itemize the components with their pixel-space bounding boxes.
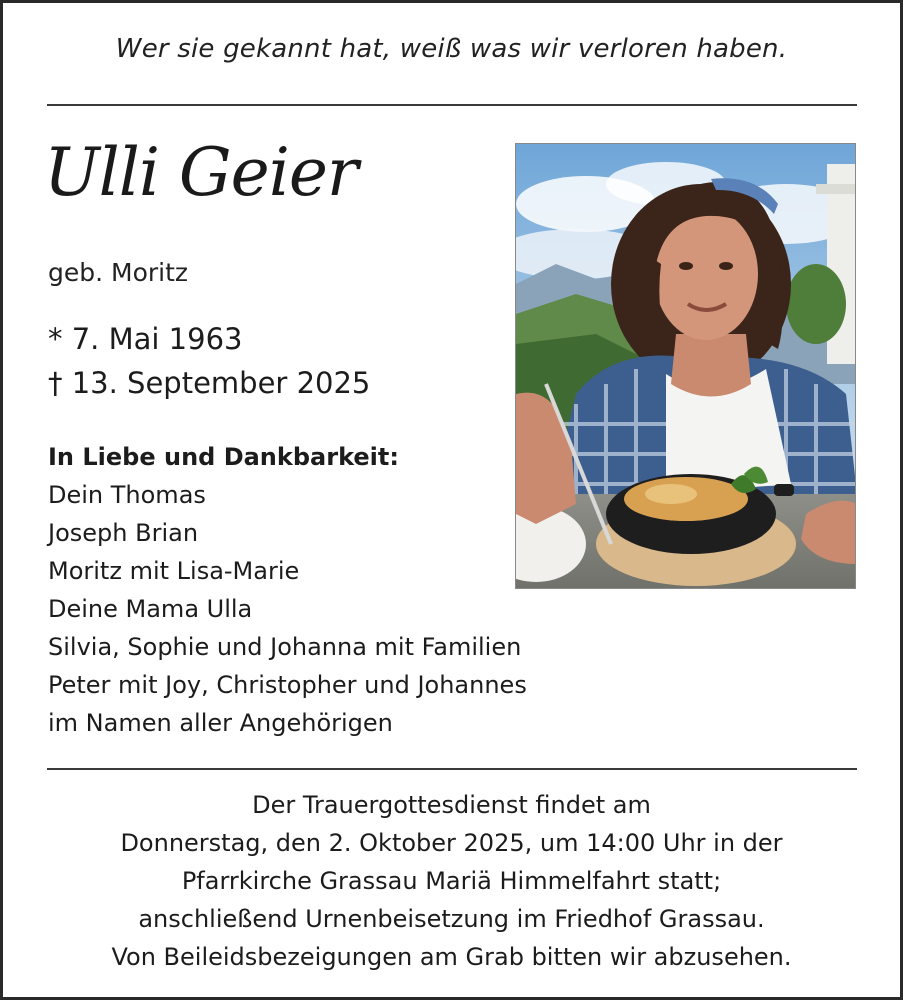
service-line: Der Trauergottesdienst findet am	[252, 791, 651, 819]
mourner-line: im Namen aller Angehörigen	[48, 709, 393, 737]
birth-name: geb. Moritz	[48, 258, 189, 287]
birth-date: * 7. Mai 1963	[48, 322, 243, 356]
mourners-list	[48, 438, 527, 742]
service-line: Donnerstag, den 2. Oktober 2025, um 14:00 Uhr in der	[120, 829, 783, 857]
motto: Wer sie gekannt hat, weiß was wir verloren haben.	[115, 34, 788, 64]
death-date: † 13. September 2025	[48, 366, 371, 400]
mourner-line: Silvia, Sophie und Johanna mit Familien	[48, 633, 522, 661]
mourner-line: Deine Mama Ulla	[48, 595, 253, 623]
mourner-line: Joseph Brian	[48, 519, 199, 547]
mourner-line: Peter mit Joy, Christopher und Johannes	[48, 671, 527, 699]
funeral-service-info	[0, 786, 903, 976]
portrait-illustration	[516, 144, 856, 589]
mourner-line: Moritz mit Lisa-Marie	[48, 557, 300, 585]
top-divider	[47, 104, 857, 106]
service-line: Von Beileidsbezeigungen am Grab bitten wir abzusehen.	[111, 943, 792, 971]
deceased-name: Ulli Geier	[44, 134, 358, 211]
service-line: anschließend Urnenbeisetzung im Friedhof Grassau.	[138, 905, 765, 933]
portrait-photo	[515, 143, 856, 589]
mourner-line: Dein Thomas	[48, 481, 206, 509]
bottom-divider	[47, 768, 857, 770]
service-line: Pfarrkirche Grassau Mariä Himmelfahrt statt;	[181, 867, 722, 895]
mourners-heading: In Liebe und Dankbarkeit:	[48, 443, 399, 471]
